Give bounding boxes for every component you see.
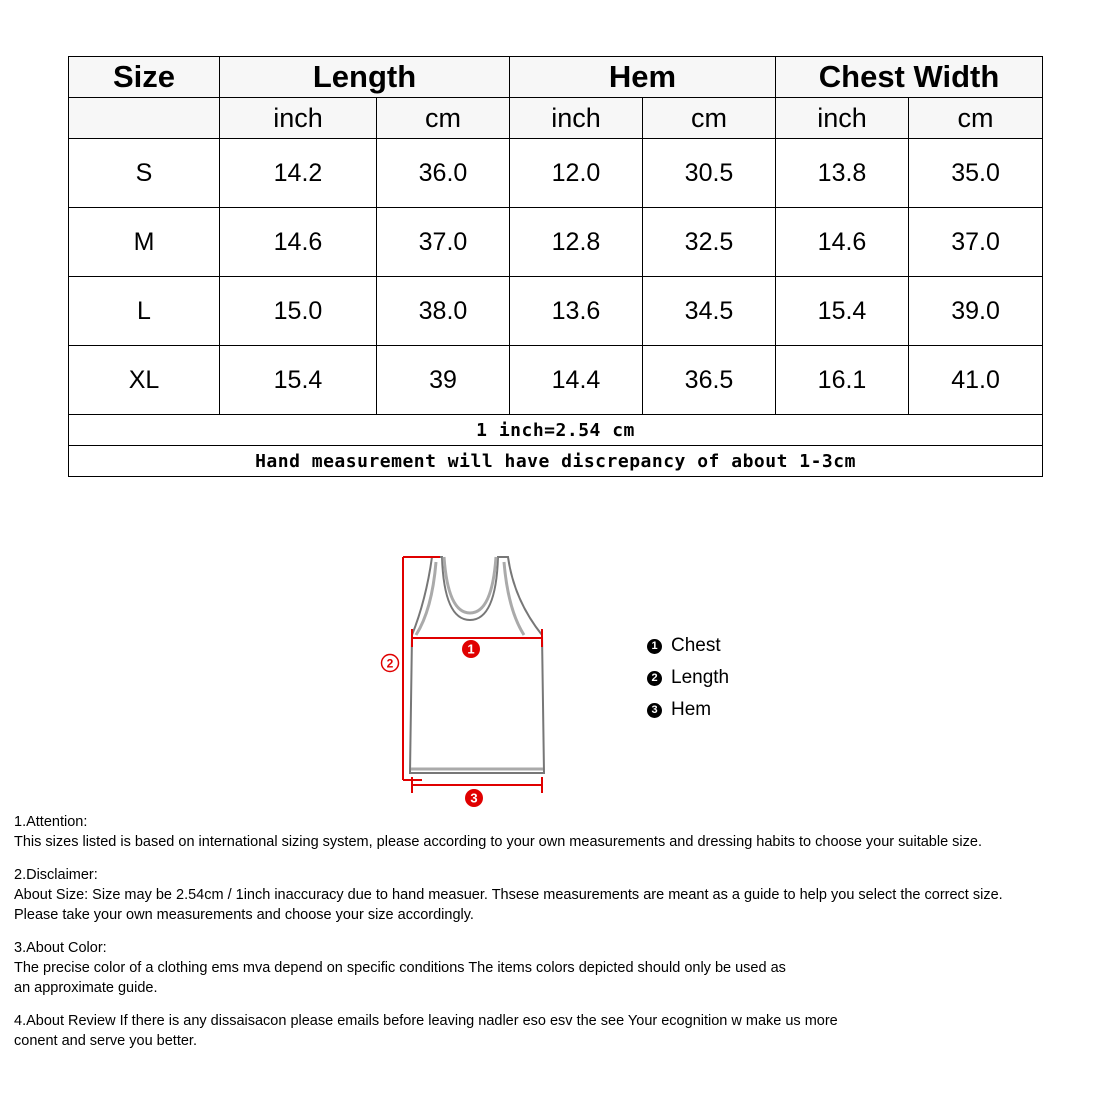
unit-row (69, 98, 1043, 139)
value-cell: 15.0 (220, 277, 377, 346)
review-text: conent and serve you better. (14, 1033, 197, 1049)
legend-item-hem (647, 694, 729, 726)
length-header: Length (220, 57, 510, 98)
color-note (14, 938, 1098, 998)
tank-top-diagram (370, 540, 570, 810)
notes-section (14, 812, 1098, 1064)
discrepancy-note: Hand measurement will have discrepancy of about 1-3cm (69, 446, 1043, 477)
disclaimer-title: 2.Disclaimer: (14, 867, 98, 883)
legend-label: Length (671, 667, 730, 688)
review-note (14, 1011, 1098, 1051)
size-cell: M (69, 208, 220, 277)
attention-title: 1.Attention: (14, 814, 88, 830)
value-cell: 13.8 (776, 139, 909, 208)
value-cell: 12.8 (510, 208, 643, 277)
disclaimer-body: About Size: Size may be 2.54cm / 1inch inaccuracy due to hand measuer. Thsese measurements are meant as a guide to help you select the correct size. (14, 887, 1003, 903)
measurement-legend (647, 630, 729, 726)
color-title: 3.About Color: (14, 940, 107, 956)
legend-label: Chest (671, 635, 721, 656)
hem-header: Hem (510, 57, 776, 98)
value-cell: 35.0 (909, 139, 1043, 208)
table-row (69, 346, 1043, 415)
header-row (69, 57, 1043, 98)
value-cell: 14.6 (776, 208, 909, 277)
value-cell: 15.4 (776, 277, 909, 346)
unit-cell: inch (776, 98, 909, 139)
value-cell: 37.0 (377, 208, 510, 277)
value-cell: 14.2 (220, 139, 377, 208)
unit-cell: cm (377, 98, 510, 139)
attention-body: This sizes listed is based on international sizing system, please according to your own measurements and dressing habits to choose your suitable size. (14, 834, 982, 850)
value-cell: 39 (377, 346, 510, 415)
disclaimer-body: Please take your own measurements and choose your size accordingly. (14, 907, 474, 923)
size-table (68, 56, 1043, 477)
value-cell: 34.5 (643, 277, 776, 346)
value-cell: 38.0 (377, 277, 510, 346)
unit-cell: cm (909, 98, 1043, 139)
table-row (69, 139, 1043, 208)
number-2-icon: 2 (647, 671, 662, 686)
table-row (69, 277, 1043, 346)
value-cell: 15.4 (220, 346, 377, 415)
review-text: 4.About Review If there is any dissaisacon please emails before leaving nadler eso esv the see Your ecognition w make us more (14, 1013, 838, 1029)
table-row (69, 208, 1043, 277)
size-header: Size (69, 57, 220, 98)
value-cell: 30.5 (643, 139, 776, 208)
value-cell: 14.4 (510, 346, 643, 415)
marker-1-icon (462, 640, 480, 658)
value-cell: 39.0 (909, 277, 1043, 346)
legend-item-chest (647, 630, 729, 662)
value-cell: 36.0 (377, 139, 510, 208)
value-cell: 32.5 (643, 208, 776, 277)
svg-text:1: 1 (467, 641, 475, 657)
value-cell: 37.0 (909, 208, 1043, 277)
unit-blank-cell (69, 98, 220, 139)
number-1-icon: 1 (647, 639, 662, 654)
svg-text:2: 2 (386, 656, 394, 671)
legend-item-length (647, 662, 729, 694)
conversion-note-row (69, 415, 1043, 446)
color-body: The precise color of a clothing ems mva depend on specific conditions The items colors depicted should only be used as (14, 960, 786, 976)
svg-text:3: 3 (470, 790, 478, 806)
attention-note (14, 812, 1098, 852)
value-cell: 36.5 (643, 346, 776, 415)
value-cell: 41.0 (909, 346, 1043, 415)
unit-cell: inch (220, 98, 377, 139)
tank-top-outline (410, 557, 544, 773)
unit-cell: cm (643, 98, 776, 139)
number-3-icon: 3 (647, 703, 662, 718)
unit-cell: inch (510, 98, 643, 139)
value-cell: 16.1 (776, 346, 909, 415)
size-cell: S (69, 139, 220, 208)
size-cell: L (69, 277, 220, 346)
conversion-note: 1 inch=2.54 cm (69, 415, 1043, 446)
disclaimer-note (14, 865, 1098, 925)
color-body: an approximate guide. (14, 980, 158, 996)
neckline-trim (444, 557, 496, 613)
discrepancy-note-row (69, 446, 1043, 477)
value-cell: 14.6 (220, 208, 377, 277)
size-chart (68, 56, 1043, 477)
marker-3-icon (465, 789, 483, 807)
value-cell: 12.0 (510, 139, 643, 208)
value-cell: 13.6 (510, 277, 643, 346)
legend-label: Hem (671, 699, 712, 720)
marker-2-icon (382, 655, 399, 672)
chest-width-header: Chest Width (776, 57, 1043, 98)
size-cell: XL (69, 346, 220, 415)
